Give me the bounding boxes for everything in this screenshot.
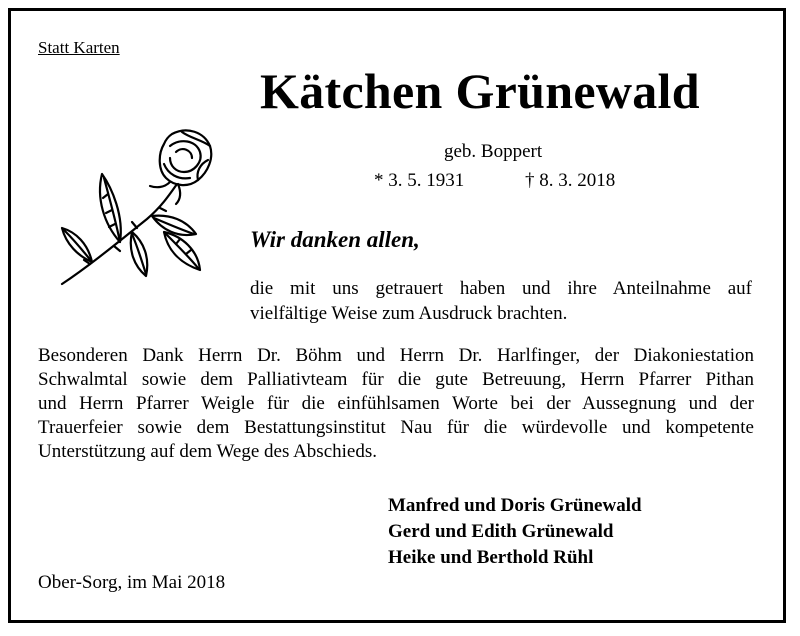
thanks-text	[250, 276, 752, 326]
life-dates	[374, 170, 615, 192]
thanks-line-1: die mit uns getrauert haben und ihre Anteilnahme auf	[250, 278, 752, 299]
signature-line: Gerd und Edith Grünewald	[388, 521, 614, 542]
death-date: † 8. 3. 2018	[525, 170, 616, 191]
special-thanks-line: Unterstützung auf dem Wege des Abschieds.	[38, 441, 377, 462]
thanks-line-2: vielfältige Weise zum Ausdruck brachten.	[250, 303, 568, 324]
special-thanks-line: Schwalmtal sowie dem Palliativteam für die gute Betreuung, Herrn Pfarrer Pithan	[38, 369, 754, 390]
rose-icon	[52, 124, 227, 294]
signature-line: Heike und Berthold Rühl	[388, 547, 594, 568]
special-thanks-line: und Herrn Pfarrer Weigle für die einfühlsamen Worte bei der Aussegnung und der	[38, 393, 754, 414]
signature-line: Manfred und Doris Grünewald	[388, 495, 642, 516]
statt-karten-label: Statt Karten	[38, 38, 120, 57]
signatures	[388, 493, 642, 571]
deceased-name: Kätchen Grünewald	[260, 63, 700, 119]
birth-name: geb. Boppert	[444, 141, 543, 162]
thanks-heading: Wir danken allen,	[250, 227, 420, 252]
special-thanks-line: Trauerfeier sowie dem Bestattungsinstitut Nau für die würdevolle und kompetente	[38, 417, 754, 438]
special-thanks-paragraph	[38, 344, 754, 464]
special-thanks-line: Besonderen Dank Herrn Dr. Böhm und Herrn Dr. Harlfinger, der Diakoniestation	[38, 345, 754, 366]
birth-date: * 3. 5. 1931	[374, 170, 465, 191]
place-date: Ober-Sorg, im Mai 2018	[38, 572, 226, 593]
